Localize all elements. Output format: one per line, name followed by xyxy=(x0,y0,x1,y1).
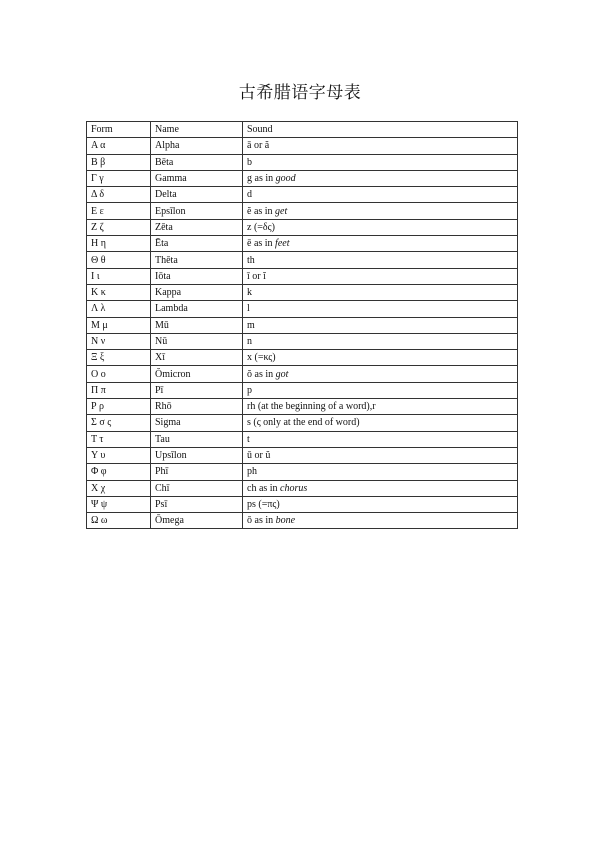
letter-form: Δ δ xyxy=(87,187,151,203)
letter-form: Χ χ xyxy=(87,480,151,496)
sound-text: ē as in xyxy=(247,238,276,250)
table-row xyxy=(87,333,518,349)
table-header-row xyxy=(87,122,518,138)
letter-name: Rhō xyxy=(151,399,243,415)
letter-form: Λ λ xyxy=(87,301,151,317)
letter-name: Chī xyxy=(151,480,243,496)
letter-name: Kappa xyxy=(151,284,243,300)
letter-form: Π π xyxy=(87,382,151,398)
table-row xyxy=(87,431,518,447)
sound-text: ch as in xyxy=(247,482,281,494)
table-row xyxy=(87,513,518,529)
table-row xyxy=(87,382,518,398)
sound-text: l xyxy=(247,303,250,315)
letter-sound xyxy=(243,219,518,235)
letter-name: Thēta xyxy=(151,252,243,268)
letter-name: Ēta xyxy=(151,236,243,252)
letter-form: Ψ ψ xyxy=(87,496,151,512)
column-header-sound: Sound xyxy=(243,122,518,138)
letter-form: Γ γ xyxy=(87,170,151,186)
letter-sound xyxy=(243,301,518,317)
letter-name: Pī xyxy=(151,382,243,398)
letter-name: Psī xyxy=(151,496,243,512)
letter-form: Ω ω xyxy=(87,513,151,529)
table-row xyxy=(87,415,518,431)
sound-text: s (ς only at the end of word) xyxy=(247,417,360,429)
letter-form: Η η xyxy=(87,236,151,252)
letter-name: Mū xyxy=(151,317,243,333)
letter-sound xyxy=(243,496,518,512)
greek-alphabet-table xyxy=(86,121,518,529)
letter-sound xyxy=(243,431,518,447)
letter-sound xyxy=(243,170,518,186)
sound-text: ph xyxy=(247,466,257,478)
letter-form: Θ θ xyxy=(87,252,151,268)
table-row xyxy=(87,399,518,415)
letter-form: Ζ ζ xyxy=(87,219,151,235)
table-row xyxy=(87,447,518,463)
sound-text: rh (at the beginning of a word),r xyxy=(247,401,376,413)
letter-name: Delta xyxy=(151,187,243,203)
letter-sound xyxy=(243,187,518,203)
letter-form: Φ φ xyxy=(87,464,151,480)
table-row xyxy=(87,301,518,317)
sound-text: t xyxy=(247,433,250,445)
letter-name: Zēta xyxy=(151,219,243,235)
table-row xyxy=(87,317,518,333)
letter-name: Lambda xyxy=(151,301,243,317)
sound-text: ō as in xyxy=(247,515,276,527)
sound-text: p xyxy=(247,384,252,396)
letter-sound xyxy=(243,464,518,480)
letter-form: Ο ο xyxy=(87,366,151,382)
letter-name: Bēta xyxy=(151,154,243,170)
letter-form: Σ σ ς xyxy=(87,415,151,431)
table-row xyxy=(87,203,518,219)
letter-name: Nū xyxy=(151,333,243,349)
sound-text: ps (=πς) xyxy=(247,498,280,510)
sound-text: g as in xyxy=(247,173,276,185)
sound-example: bone xyxy=(275,515,296,527)
table-row xyxy=(87,154,518,170)
table-row xyxy=(87,219,518,235)
table-row xyxy=(87,187,518,203)
letter-form: Β β xyxy=(87,154,151,170)
letter-sound xyxy=(243,513,518,529)
letter-form: Υ υ xyxy=(87,447,151,463)
letter-sound xyxy=(243,138,518,154)
letter-form: Ρ ρ xyxy=(87,399,151,415)
table-row xyxy=(87,268,518,284)
letter-sound xyxy=(243,480,518,496)
letter-sound xyxy=(243,333,518,349)
sound-text: ā or ă xyxy=(247,140,270,152)
letter-form: Κ κ xyxy=(87,284,151,300)
table-row xyxy=(87,350,518,366)
letter-name: Xī xyxy=(151,350,243,366)
letter-form: Μ μ xyxy=(87,317,151,333)
letter-sound xyxy=(243,154,518,170)
sound-example: good xyxy=(275,173,296,185)
letter-name: Upsīlon xyxy=(151,447,243,463)
letter-sound xyxy=(243,236,518,252)
letter-sound xyxy=(243,366,518,382)
letter-sound xyxy=(243,252,518,268)
letter-form: Ι ι xyxy=(87,268,151,284)
column-header-form: Form xyxy=(87,122,151,138)
letter-name: Epsīlon xyxy=(151,203,243,219)
letter-form: Τ τ xyxy=(87,431,151,447)
table-row xyxy=(87,252,518,268)
sound-text: k xyxy=(247,287,252,299)
table-row xyxy=(87,138,518,154)
page-title: 古希腊语字母表 xyxy=(238,83,362,103)
sound-example: chorus xyxy=(280,482,308,494)
letter-name: Gamma xyxy=(151,170,243,186)
letter-name: Alpha xyxy=(151,138,243,154)
table-row xyxy=(87,284,518,300)
sound-text: x (=κς) xyxy=(247,352,276,364)
sound-text: ū or ŭ xyxy=(247,450,271,462)
sound-text: th xyxy=(247,254,255,266)
letter-name: Ōmega xyxy=(151,513,243,529)
table-row xyxy=(87,480,518,496)
table-row xyxy=(87,496,518,512)
table-row xyxy=(87,464,518,480)
sound-text: b xyxy=(247,156,252,168)
sound-example: get xyxy=(275,205,288,217)
sound-text: n xyxy=(247,336,252,347)
letter-form: Α α xyxy=(87,138,151,154)
table-row xyxy=(87,236,518,252)
letter-sound xyxy=(243,447,518,463)
letter-sound xyxy=(243,415,518,431)
letter-sound xyxy=(243,350,518,366)
sound-example: feet xyxy=(275,238,290,250)
sound-text: d xyxy=(247,189,252,201)
letter-name: Phī xyxy=(151,464,243,480)
letter-sound xyxy=(243,382,518,398)
letter-form: Ξ ξ xyxy=(87,350,151,366)
table-row xyxy=(87,170,518,186)
sound-text: z (=δς) xyxy=(247,221,275,233)
sound-text: ŏ as in xyxy=(247,368,276,380)
table-row xyxy=(87,366,518,382)
letter-sound xyxy=(243,399,518,415)
letter-name: Sigma xyxy=(151,415,243,431)
letter-form: Ε ε xyxy=(87,203,151,219)
letter-sound xyxy=(243,317,518,333)
letter-name: Iōta xyxy=(151,268,243,284)
letter-name: Tau xyxy=(151,431,243,447)
letter-sound xyxy=(243,203,518,219)
sound-text: m xyxy=(247,319,255,331)
letter-form: Ν ν xyxy=(87,333,151,349)
column-header-name: Name xyxy=(151,122,243,138)
sound-text: ī or ĭ xyxy=(247,270,266,282)
letter-name: Ŏmicron xyxy=(151,366,243,382)
letter-sound xyxy=(243,268,518,284)
sound-text: ĕ as in xyxy=(247,205,276,217)
sound-example: got xyxy=(275,368,289,380)
letter-sound xyxy=(243,284,518,300)
